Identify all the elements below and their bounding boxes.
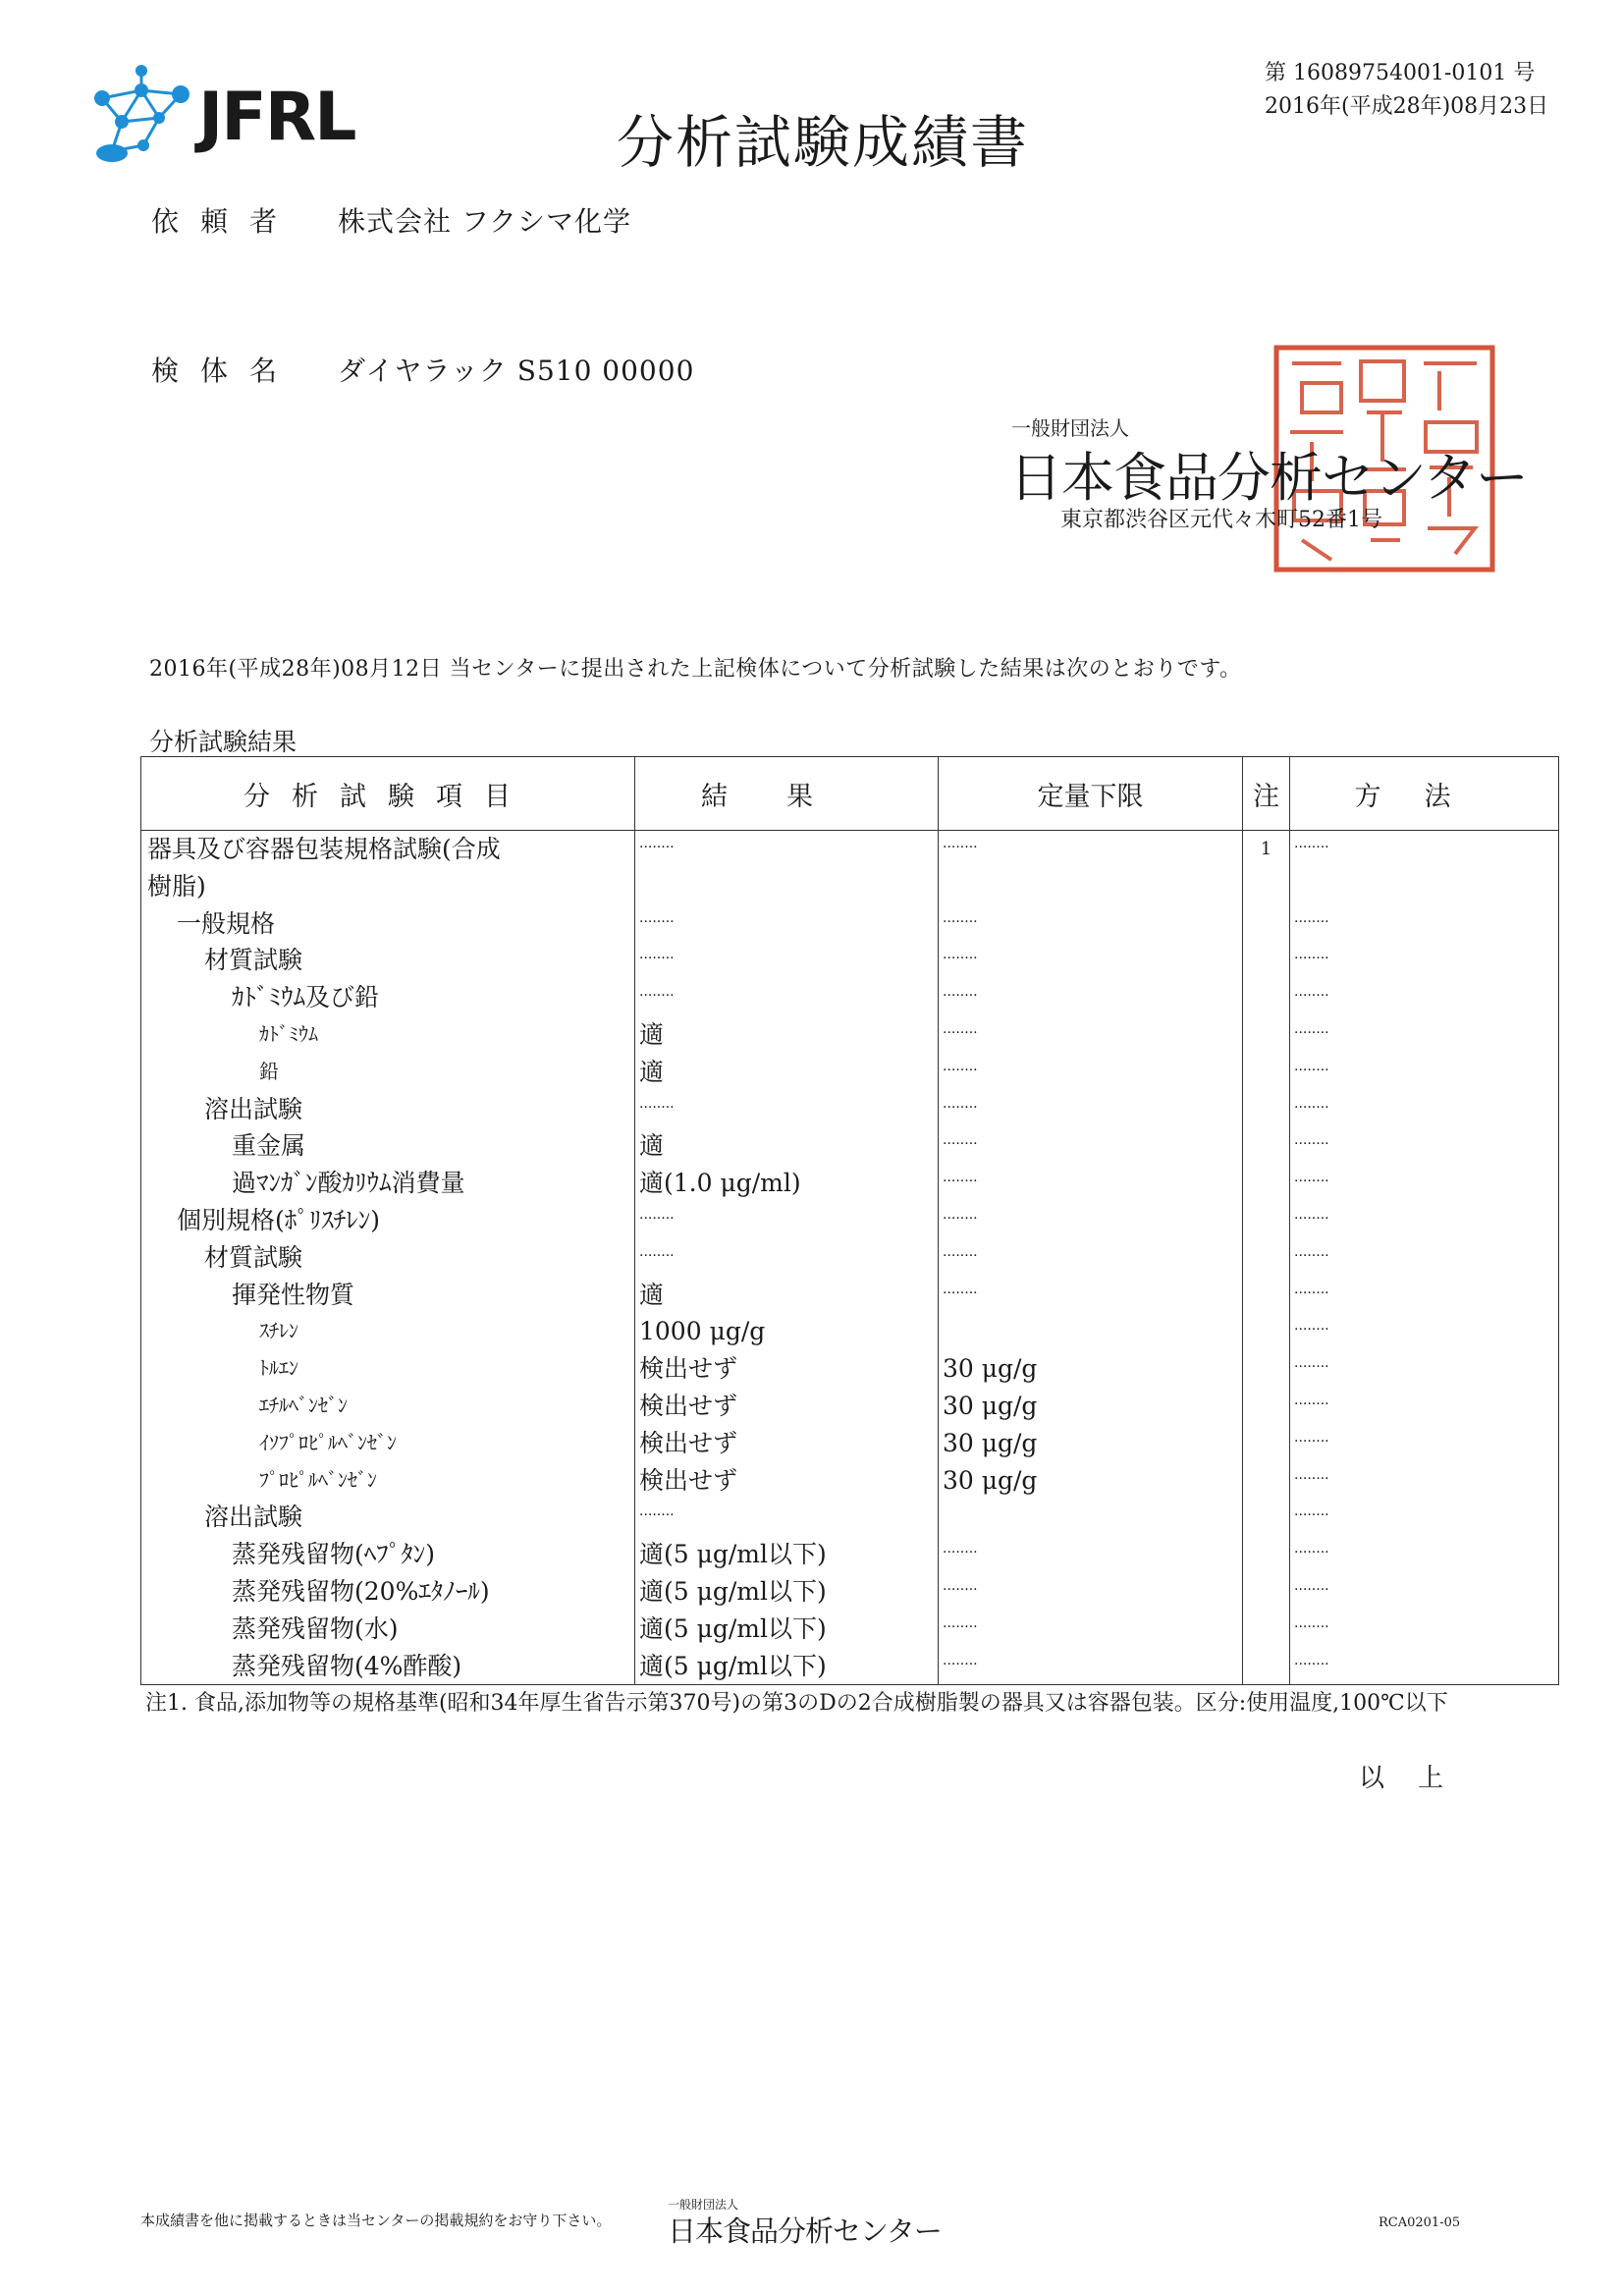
closing-mark: 以上 xyxy=(1359,1764,1478,1793)
item-cell xyxy=(141,1573,635,1611)
table-row xyxy=(141,1277,1559,1314)
method-cell xyxy=(1290,1091,1559,1128)
limit-cell xyxy=(939,1425,1243,1462)
item-cell-text: 材質試験 xyxy=(204,1242,303,1272)
result-cell-text: ........ xyxy=(639,1095,675,1112)
item-cell xyxy=(141,1425,635,1462)
item-cell-text: 溶出試験 xyxy=(204,1094,303,1123)
note-cell-text: 1 xyxy=(1260,839,1272,859)
method-cell-text: ........ xyxy=(1294,1392,1329,1408)
note-cell xyxy=(1243,1202,1290,1239)
result-cell xyxy=(635,1054,939,1091)
result-cell xyxy=(635,1127,939,1165)
footer-notice: 本成績書を他に掲載するときは当センターの掲載規約をお守り下さい。 xyxy=(140,2212,612,2229)
method-cell xyxy=(1290,1499,1559,1536)
table-row xyxy=(141,1648,1559,1685)
method-cell xyxy=(1290,1536,1559,1573)
method-cell xyxy=(1290,831,1559,868)
table-row xyxy=(141,1536,1559,1573)
limit-cell-text: 30 μg/g xyxy=(943,1391,1038,1420)
method-cell-text: ........ xyxy=(1294,1318,1329,1335)
limit-cell xyxy=(939,1313,1243,1350)
note-cell xyxy=(1243,979,1290,1016)
item-cell-text: ｽﾁﾚﾝ xyxy=(259,1319,298,1343)
limit-cell xyxy=(939,831,1243,868)
table-row xyxy=(141,1388,1559,1425)
method-cell-text: ........ xyxy=(1294,1132,1329,1149)
item-cell-text: ﾄﾙｴﾝ xyxy=(259,1356,298,1381)
method-cell xyxy=(1290,1573,1559,1611)
method-cell-text: ........ xyxy=(1294,1652,1329,1668)
method-cell-text: ........ xyxy=(1294,1095,1329,1112)
result-cell xyxy=(635,1462,939,1500)
limit-cell-text: ........ xyxy=(943,909,978,926)
note-cell xyxy=(1243,1313,1290,1350)
item-cell-text: ｶﾄﾞﾐｳﾑ xyxy=(259,1021,318,1046)
certificate-number: 第 16089754001-0101 号 xyxy=(1265,61,1536,85)
table-row xyxy=(141,1573,1559,1611)
result-cell-text: 適(1.0 μg/ml) xyxy=(639,1169,801,1198)
header-note: 注 xyxy=(1243,757,1290,831)
result-cell-text: ........ xyxy=(639,984,675,1001)
item-cell xyxy=(141,868,635,905)
client-value: 株式会社 フクシマ化学 xyxy=(338,205,632,238)
method-cell xyxy=(1290,1425,1559,1462)
limit-cell xyxy=(939,1573,1243,1611)
table-row xyxy=(141,1313,1559,1350)
header-method: 方法 xyxy=(1290,757,1559,831)
item-cell-text: ｴﾁﾙﾍﾞﾝｾﾞﾝ xyxy=(259,1393,348,1417)
result-cell xyxy=(635,1016,939,1054)
method-cell xyxy=(1290,1350,1559,1388)
table-row xyxy=(141,1127,1559,1165)
result-cell xyxy=(635,1648,939,1685)
result-cell-text: ........ xyxy=(639,1503,675,1520)
method-cell-text: ........ xyxy=(1294,1503,1329,1520)
result-cell xyxy=(635,942,939,979)
table-row xyxy=(141,1165,1559,1202)
result-cell-text: 適 xyxy=(639,1131,665,1161)
limit-cell-text: ........ xyxy=(943,1206,978,1223)
note-cell xyxy=(1243,905,1290,943)
limit-cell xyxy=(939,905,1243,943)
result-cell xyxy=(635,1611,939,1648)
note-cell xyxy=(1243,1648,1290,1685)
method-cell xyxy=(1290,979,1559,1016)
item-cell-text: 溶出試験 xyxy=(204,1503,303,1532)
client-field xyxy=(151,200,631,240)
limit-cell-text: ........ xyxy=(943,1541,978,1558)
result-cell xyxy=(635,979,939,1016)
method-cell-text: ........ xyxy=(1294,947,1329,963)
table-row xyxy=(141,1611,1559,1648)
header-result: 結果 xyxy=(635,757,939,831)
result-cell xyxy=(635,1350,939,1388)
item-cell xyxy=(141,1313,635,1350)
limit-cell-text: ........ xyxy=(943,947,978,963)
result-cell-text: 1000 μg/g xyxy=(639,1317,766,1346)
note-cell xyxy=(1243,1165,1290,1202)
item-cell-text: 蒸発残留物(ﾍﾌﾟﾀﾝ) xyxy=(232,1540,436,1569)
result-cell xyxy=(635,1202,939,1239)
table-row xyxy=(141,1462,1559,1500)
result-cell-text: 検出せず xyxy=(639,1354,738,1384)
table-row xyxy=(141,1425,1559,1462)
result-cell-text: ........ xyxy=(639,836,675,851)
limit-cell xyxy=(939,1350,1243,1388)
result-cell-text: 適(5 μg/ml以下) xyxy=(639,1651,827,1680)
table-row xyxy=(141,942,1559,979)
limit-cell-text: ........ xyxy=(943,1132,978,1149)
results-header-row xyxy=(141,757,1559,831)
result-cell xyxy=(635,1536,939,1573)
limit-cell-text: ........ xyxy=(943,1058,978,1074)
method-cell-text: ........ xyxy=(1294,1466,1329,1483)
method-cell xyxy=(1290,868,1559,905)
note-cell xyxy=(1243,1388,1290,1425)
limit-cell-text: ........ xyxy=(943,1281,978,1297)
item-cell-text: 樹脂) xyxy=(147,871,206,901)
result-cell xyxy=(635,1239,939,1277)
result-cell-text: 適 xyxy=(639,1280,665,1309)
note-cell xyxy=(1243,1350,1290,1388)
item-cell-text: 一般規格 xyxy=(177,908,276,938)
item-cell xyxy=(141,1388,635,1425)
item-cell xyxy=(141,942,635,979)
limit-cell-text: 30 μg/g xyxy=(943,1428,1038,1457)
note-cell xyxy=(1243,831,1290,868)
footnote: 注1. 食品,添加物等の規格基準(昭和34年厚生省告示第370号)の第3のDの2合成樹脂製の器具又は容器包装。区分:使用温度,100℃以下 xyxy=(145,1691,1448,1716)
method-cell-text: ........ xyxy=(1294,1020,1329,1037)
limit-cell-text: ........ xyxy=(943,1020,978,1037)
item-cell xyxy=(141,1277,635,1314)
item-cell xyxy=(141,1350,635,1388)
note-cell xyxy=(1243,1239,1290,1277)
method-cell-text: ........ xyxy=(1294,1281,1329,1297)
note-cell xyxy=(1243,942,1290,979)
header-limit: 定量下限 xyxy=(939,757,1243,831)
results-body xyxy=(141,831,1559,1685)
table-row xyxy=(141,868,1559,905)
result-cell-text: 検出せず xyxy=(639,1465,738,1495)
note-cell xyxy=(1243,1054,1290,1091)
result-cell-text: ........ xyxy=(639,947,675,963)
limit-cell-text: ........ xyxy=(943,984,978,1001)
intro-text: 2016年(平成28年)08月12日 当センターに提出された上記検体について分析試験した結果は次のとおりです。 xyxy=(149,657,1242,682)
limit-cell xyxy=(939,942,1243,979)
item-cell xyxy=(141,1239,635,1277)
table-row xyxy=(141,831,1559,868)
method-cell xyxy=(1290,1611,1559,1648)
item-cell-text: 蒸発残留物(4%酢酸) xyxy=(232,1651,462,1680)
item-cell xyxy=(141,1054,635,1091)
result-cell xyxy=(635,1499,939,1536)
limit-cell xyxy=(939,1016,1243,1054)
method-cell xyxy=(1290,1127,1559,1165)
limit-cell xyxy=(939,1388,1243,1425)
note-cell xyxy=(1243,1462,1290,1500)
table-row xyxy=(141,1499,1559,1536)
note-cell xyxy=(1243,1425,1290,1462)
result-cell-text: 検出せず xyxy=(639,1391,738,1420)
result-cell xyxy=(635,1388,939,1425)
limit-cell-text: 30 μg/g xyxy=(943,1354,1038,1384)
method-cell-text: ........ xyxy=(1294,1206,1329,1223)
item-cell xyxy=(141,1462,635,1500)
item-cell xyxy=(141,1499,635,1536)
org-name: 日本食品分析センター xyxy=(1009,447,1528,509)
note-cell xyxy=(1243,1127,1290,1165)
result-cell xyxy=(635,1165,939,1202)
method-cell-text: ........ xyxy=(1294,1429,1329,1446)
item-cell xyxy=(141,1091,635,1128)
table-row xyxy=(141,1239,1559,1277)
limit-cell-text: ........ xyxy=(943,1243,978,1260)
method-cell-text: ........ xyxy=(1294,1577,1329,1594)
item-cell xyxy=(141,905,635,943)
item-cell-text: 器具及び容器包装規格試験(合成 xyxy=(147,835,501,863)
footer-org-name: 日本食品分析センター xyxy=(668,2214,942,2248)
method-cell xyxy=(1290,1313,1559,1350)
result-cell xyxy=(635,868,939,905)
result-cell-text: 適(5 μg/ml以下) xyxy=(639,1576,827,1606)
method-cell xyxy=(1290,1054,1559,1091)
results-section-title: 分析試験結果 xyxy=(149,728,298,756)
item-cell-text: ｶﾄﾞﾐｳﾑ及び鉛 xyxy=(232,983,380,1012)
limit-cell-text: ........ xyxy=(943,1577,978,1594)
sample-value: ダイヤラック S510 00000 xyxy=(338,355,695,387)
item-cell xyxy=(141,1648,635,1685)
item-cell-text: 蒸発残留物(20%ｴﾀﾉｰﾙ) xyxy=(232,1576,490,1606)
sample-field xyxy=(151,350,694,389)
limit-cell xyxy=(939,1202,1243,1239)
item-cell-text: 個別規格(ﾎﾟﾘｽﾁﾚﾝ) xyxy=(177,1205,381,1234)
item-cell-text: 揮発性物質 xyxy=(232,1280,355,1309)
result-cell xyxy=(635,1313,939,1350)
note-cell xyxy=(1243,1611,1290,1648)
result-cell-text: ........ xyxy=(639,909,675,926)
method-cell xyxy=(1290,1202,1559,1239)
table-row xyxy=(141,1054,1559,1091)
result-cell xyxy=(635,905,939,943)
item-cell xyxy=(141,1127,635,1165)
table-row xyxy=(141,1202,1559,1239)
item-cell-text: ﾌﾟﾛﾋﾟﾙﾍﾞﾝｾﾞﾝ xyxy=(259,1467,377,1492)
sample-label: 検体名 xyxy=(151,355,299,387)
result-cell-text: 適 xyxy=(639,1057,665,1086)
method-cell xyxy=(1290,1016,1559,1054)
table-row xyxy=(141,1016,1559,1054)
method-cell xyxy=(1290,1388,1559,1425)
limit-cell xyxy=(939,1054,1243,1091)
limit-cell-text: ........ xyxy=(943,1170,978,1186)
table-row xyxy=(141,979,1559,1016)
table-row xyxy=(141,1091,1559,1128)
item-cell-text: ｲｿﾌﾟﾛﾋﾟﾙﾍﾞﾝｾﾞﾝ xyxy=(259,1430,397,1454)
item-cell xyxy=(141,1611,635,1648)
header-item: 分析試験項目 xyxy=(141,757,635,831)
item-cell-text: 材質試験 xyxy=(204,946,303,975)
note-cell xyxy=(1243,1499,1290,1536)
limit-cell-text: ........ xyxy=(943,1095,978,1112)
limit-cell-text: ........ xyxy=(943,1614,978,1631)
limit-cell xyxy=(939,1091,1243,1128)
result-cell xyxy=(635,831,939,868)
result-cell xyxy=(635,1091,939,1128)
method-cell xyxy=(1290,905,1559,943)
method-cell-text: ........ xyxy=(1294,1355,1329,1372)
item-cell xyxy=(141,1536,635,1573)
note-cell xyxy=(1243,1277,1290,1314)
item-cell-text: 蒸発残留物(水) xyxy=(232,1613,399,1643)
issue-date: 2016年(平成28年)08月23日 xyxy=(1265,94,1549,119)
limit-cell-text: 30 μg/g xyxy=(943,1465,1038,1495)
table-row xyxy=(141,905,1559,943)
method-cell xyxy=(1290,1648,1559,1685)
item-cell-text: 重金属 xyxy=(232,1131,306,1161)
method-cell-text: ........ xyxy=(1294,909,1329,926)
result-cell xyxy=(635,1425,939,1462)
result-cell-text: 適(5 μg/ml以下) xyxy=(639,1540,827,1569)
footer-org-type: 一般財団法人 xyxy=(668,2198,739,2212)
certificate-info xyxy=(1265,57,1548,124)
limit-cell xyxy=(939,1239,1243,1277)
limit-cell xyxy=(939,1648,1243,1685)
table-row xyxy=(141,1350,1559,1388)
method-cell-text: ........ xyxy=(1294,1170,1329,1186)
method-cell-text: ........ xyxy=(1294,1058,1329,1074)
item-cell-text: 過ﾏﾝｶﾞﾝ酸ｶﾘｳﾑ消費量 xyxy=(232,1169,465,1198)
method-cell xyxy=(1290,1165,1559,1202)
document-title: 分析試験成績書 xyxy=(617,109,1030,176)
method-cell xyxy=(1290,1239,1559,1277)
method-cell-text: ........ xyxy=(1294,1541,1329,1558)
result-cell-text: ........ xyxy=(639,1243,675,1260)
item-cell xyxy=(141,1165,635,1202)
result-cell-text: ........ xyxy=(639,1206,675,1223)
method-cell-text: ........ xyxy=(1294,984,1329,1001)
result-cell-text: 適 xyxy=(639,1019,665,1049)
limit-cell-text: ........ xyxy=(943,1652,978,1668)
result-cell xyxy=(635,1573,939,1611)
limit-cell xyxy=(939,1462,1243,1500)
note-cell xyxy=(1243,1573,1290,1611)
result-cell-text: 検出せず xyxy=(639,1428,738,1457)
method-cell-text: ........ xyxy=(1294,1614,1329,1631)
method-cell xyxy=(1290,1462,1559,1500)
org-type: 一般財団法人 xyxy=(1011,416,1129,440)
logo-text: JFRL xyxy=(198,79,355,156)
note-cell xyxy=(1243,1536,1290,1573)
note-cell xyxy=(1243,868,1290,905)
limit-cell-text: ........ xyxy=(943,836,978,851)
limit-cell xyxy=(939,868,1243,905)
result-cell xyxy=(635,1277,939,1314)
limit-cell xyxy=(939,1127,1243,1165)
org-address: 東京都渋谷区元代々木町52番1号 xyxy=(1060,508,1382,532)
footer-form-code: RCA0201-05 xyxy=(1379,2215,1461,2230)
jfrl-logo xyxy=(82,61,387,169)
note-cell xyxy=(1243,1091,1290,1128)
method-cell-text: ........ xyxy=(1294,836,1329,851)
item-cell xyxy=(141,831,635,868)
method-cell xyxy=(1290,942,1559,979)
item-cell xyxy=(141,979,635,1016)
item-cell-text: 鉛 xyxy=(259,1059,279,1083)
note-cell xyxy=(1243,1016,1290,1054)
client-label: 依頼者 xyxy=(151,205,299,238)
limit-cell xyxy=(939,1165,1243,1202)
results-table xyxy=(140,756,1559,1685)
limit-cell xyxy=(939,1277,1243,1314)
limit-cell xyxy=(939,1611,1243,1648)
limit-cell xyxy=(939,1536,1243,1573)
item-cell xyxy=(141,1202,635,1239)
method-cell-text: ........ xyxy=(1294,1243,1329,1260)
limit-cell xyxy=(939,979,1243,1016)
item-cell xyxy=(141,1016,635,1054)
method-cell xyxy=(1290,1277,1559,1314)
limit-cell xyxy=(939,1499,1243,1536)
result-cell-text: 適(5 μg/ml以下) xyxy=(639,1613,827,1643)
network-logo-icon xyxy=(82,61,200,169)
